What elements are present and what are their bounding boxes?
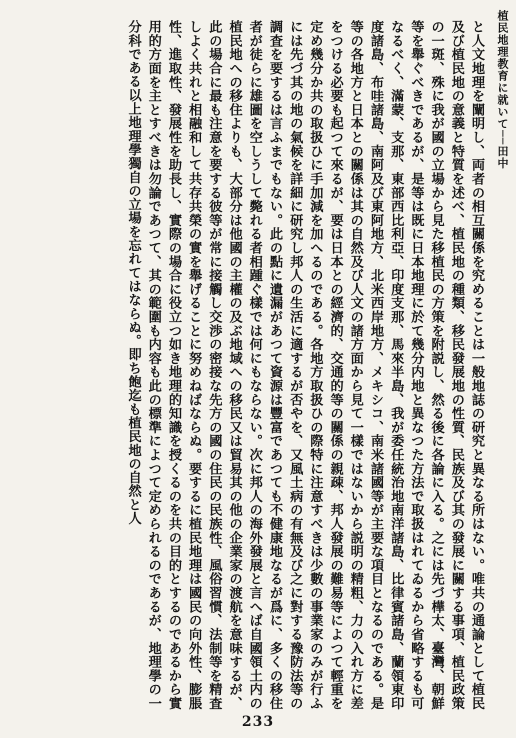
running-head: 植民地理教育に就いて──田中 (496, 10, 509, 170)
paragraph: と人文地理を闡明し、両者の相互關係を究めることは一般地誌の研究と異なる所はない。唯共の通論として植民及び植民地の意義と特質を述べ、植民地の種類、移民發展地の性質、民族及び其の發展に關する事項、植民政策の一斑、殊に我が國の立場から見た移植民の方策を附説し、然る後に各論に入る。之には先づ樺太、臺灣、朝鮮等を舉ぐべきであるが、是等は既に日本地理に於て幾分内地と異なつた方法で取扱はれてゐるから省略するも可なるべく、滿蒙、支那、東部西比利亞、印度支那、馬來半島、我が委任統治地南洋諸島、比律賓諸島、蘭領東印度諸島、布哇諸島、南阿及び東阿地方、北米西岸地方、メキシコ、南米諸國等が主要な項目となるのである。是等の各地方と日本との關係は其の自然及び人文の諸方面から見て一樣ではないから説明の精粗、力の入れ方に差をつける必要も起つて來るが、要は日本との經濟的、交通的等の關係の親疎、邦人發展の難易等によつて輕重を定め幾分か共の取扱ひに手加減を加へるのである。各地方取扱ひの際特に注意すべきは少數の事業家のみが行ふには先づ其の地の氣候を詳細に研究し邦人の生活に適するが否やを、又風土病の有無及び之に對する豫防法等の調査を要するは言ふまでもない。此の點に遺漏があつて資源は豐富であつても不健康地なるが爲に、多くの移住者が徒らに雄圖を空しうして斃れる者相踵ぐ樣では何にもならない。次に邦人の海外發展と言へば自國領土内の植民地への移住よりも、大部分は他國の主權の及ぶ地域への移民又は貿易其の他の企業家の渡航を意味するが、此の場合に最も注意を要する彼等が常に接觸し交渉の密接な先方の國の住民の民族性、風俗習慣、法制等を精査しよく共れと相融和して共存共榮の實を舉げることに努めねばならぬ。要するに植民地理は國民の向外性、膨脹性、進取性、發展性を助長し、實際の場合に役立つ如き地理的知識を授くるのを共の目的とするのであるから實用的方面を主とすべきは勿論であつて、其の範圍も内容も此の標準によつて定められるのであるが、地理學の一分科である以上地理學獨自の立場を忘れてはならぬ。即ち飽迄も植民地の自然と人 (125, 20, 484, 710)
page-number: 233 (241, 714, 275, 730)
body-text (16, 20, 486, 710)
